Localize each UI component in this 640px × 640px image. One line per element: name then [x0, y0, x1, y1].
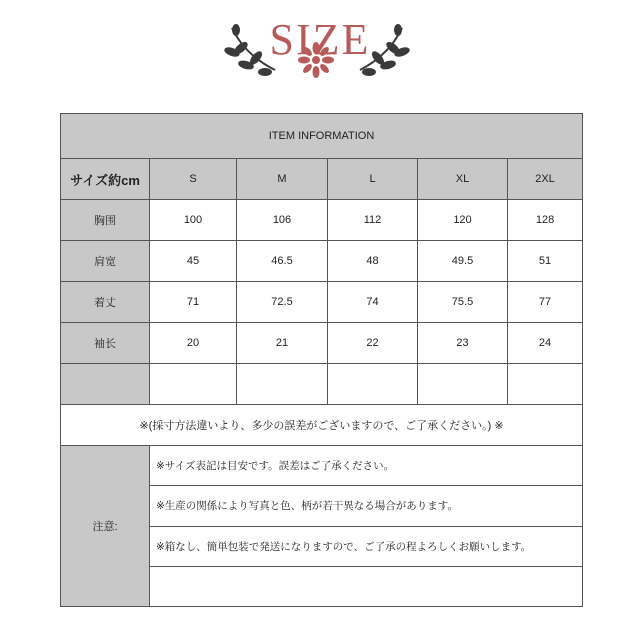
row-label: 肩宽 [61, 241, 150, 282]
note-item [150, 567, 582, 606]
table-cell: 24 [508, 323, 583, 364]
table-row [61, 200, 583, 241]
table-cell: 100 [150, 200, 237, 241]
size-label: S [150, 159, 237, 200]
table-cell: 74 [328, 282, 418, 323]
table-row [61, 323, 583, 364]
table-title-row [61, 114, 583, 159]
table-cell: 71 [150, 282, 237, 323]
size-header [0, 0, 640, 110]
table-cell: 120 [418, 200, 508, 241]
table-cell: 77 [508, 282, 583, 323]
size-label: M [237, 159, 328, 200]
table-cell: 46.5 [237, 241, 328, 282]
table-cell: 45 [150, 241, 237, 282]
note-item: ※サイズ表記は目安です。誤差はご了承ください。 [150, 446, 582, 486]
table-cell: 23 [418, 323, 508, 364]
table-cell: 72.5 [237, 282, 328, 323]
measure-note: ※(採寸方法違いより、多少の誤差がございますので、ご了承ください。) ※ [61, 405, 583, 446]
table-cell: 48 [328, 241, 418, 282]
size-header-row [61, 159, 583, 200]
unit-label: サイズ約cm [61, 159, 150, 200]
table-row [61, 241, 583, 282]
table-cell: 128 [508, 200, 583, 241]
size-table [60, 113, 583, 607]
empty-cell [150, 364, 237, 405]
size-label: 2XL [508, 159, 583, 200]
table-cell: 22 [328, 323, 418, 364]
row-label: 袖长 [61, 323, 150, 364]
size-label: L [328, 159, 418, 200]
empty-cell [508, 364, 583, 405]
note-item: ※生産の関係により写真と色、柄が若干異なる場合があります。 [150, 486, 582, 526]
table-row [61, 282, 583, 323]
empty-row [61, 364, 583, 405]
table-cell: 20 [150, 323, 237, 364]
page-title: SIZE [269, 15, 371, 64]
item-information-title: ITEM INFORMATION [61, 114, 583, 159]
note-item: ※箱なし、簡単包装で発送になりますので、ご了承の程よろしくお願いします。 [150, 527, 582, 567]
table-cell: 21 [237, 323, 328, 364]
notes-label: 注意: [61, 446, 150, 607]
table-cell: 49.5 [418, 241, 508, 282]
notes-cell [150, 446, 583, 607]
empty-cell [418, 364, 508, 405]
table-cell: 75.5 [418, 282, 508, 323]
row-label: 着丈 [61, 282, 150, 323]
table-cell: 106 [237, 200, 328, 241]
empty-cell [328, 364, 418, 405]
empty-label-cell [61, 364, 150, 405]
measure-note-row [61, 405, 583, 446]
table-cell: 51 [508, 241, 583, 282]
empty-cell [237, 364, 328, 405]
size-label: XL [418, 159, 508, 200]
table-cell: 112 [328, 200, 418, 241]
row-label: 胸围 [61, 200, 150, 241]
notes-row [61, 446, 583, 607]
